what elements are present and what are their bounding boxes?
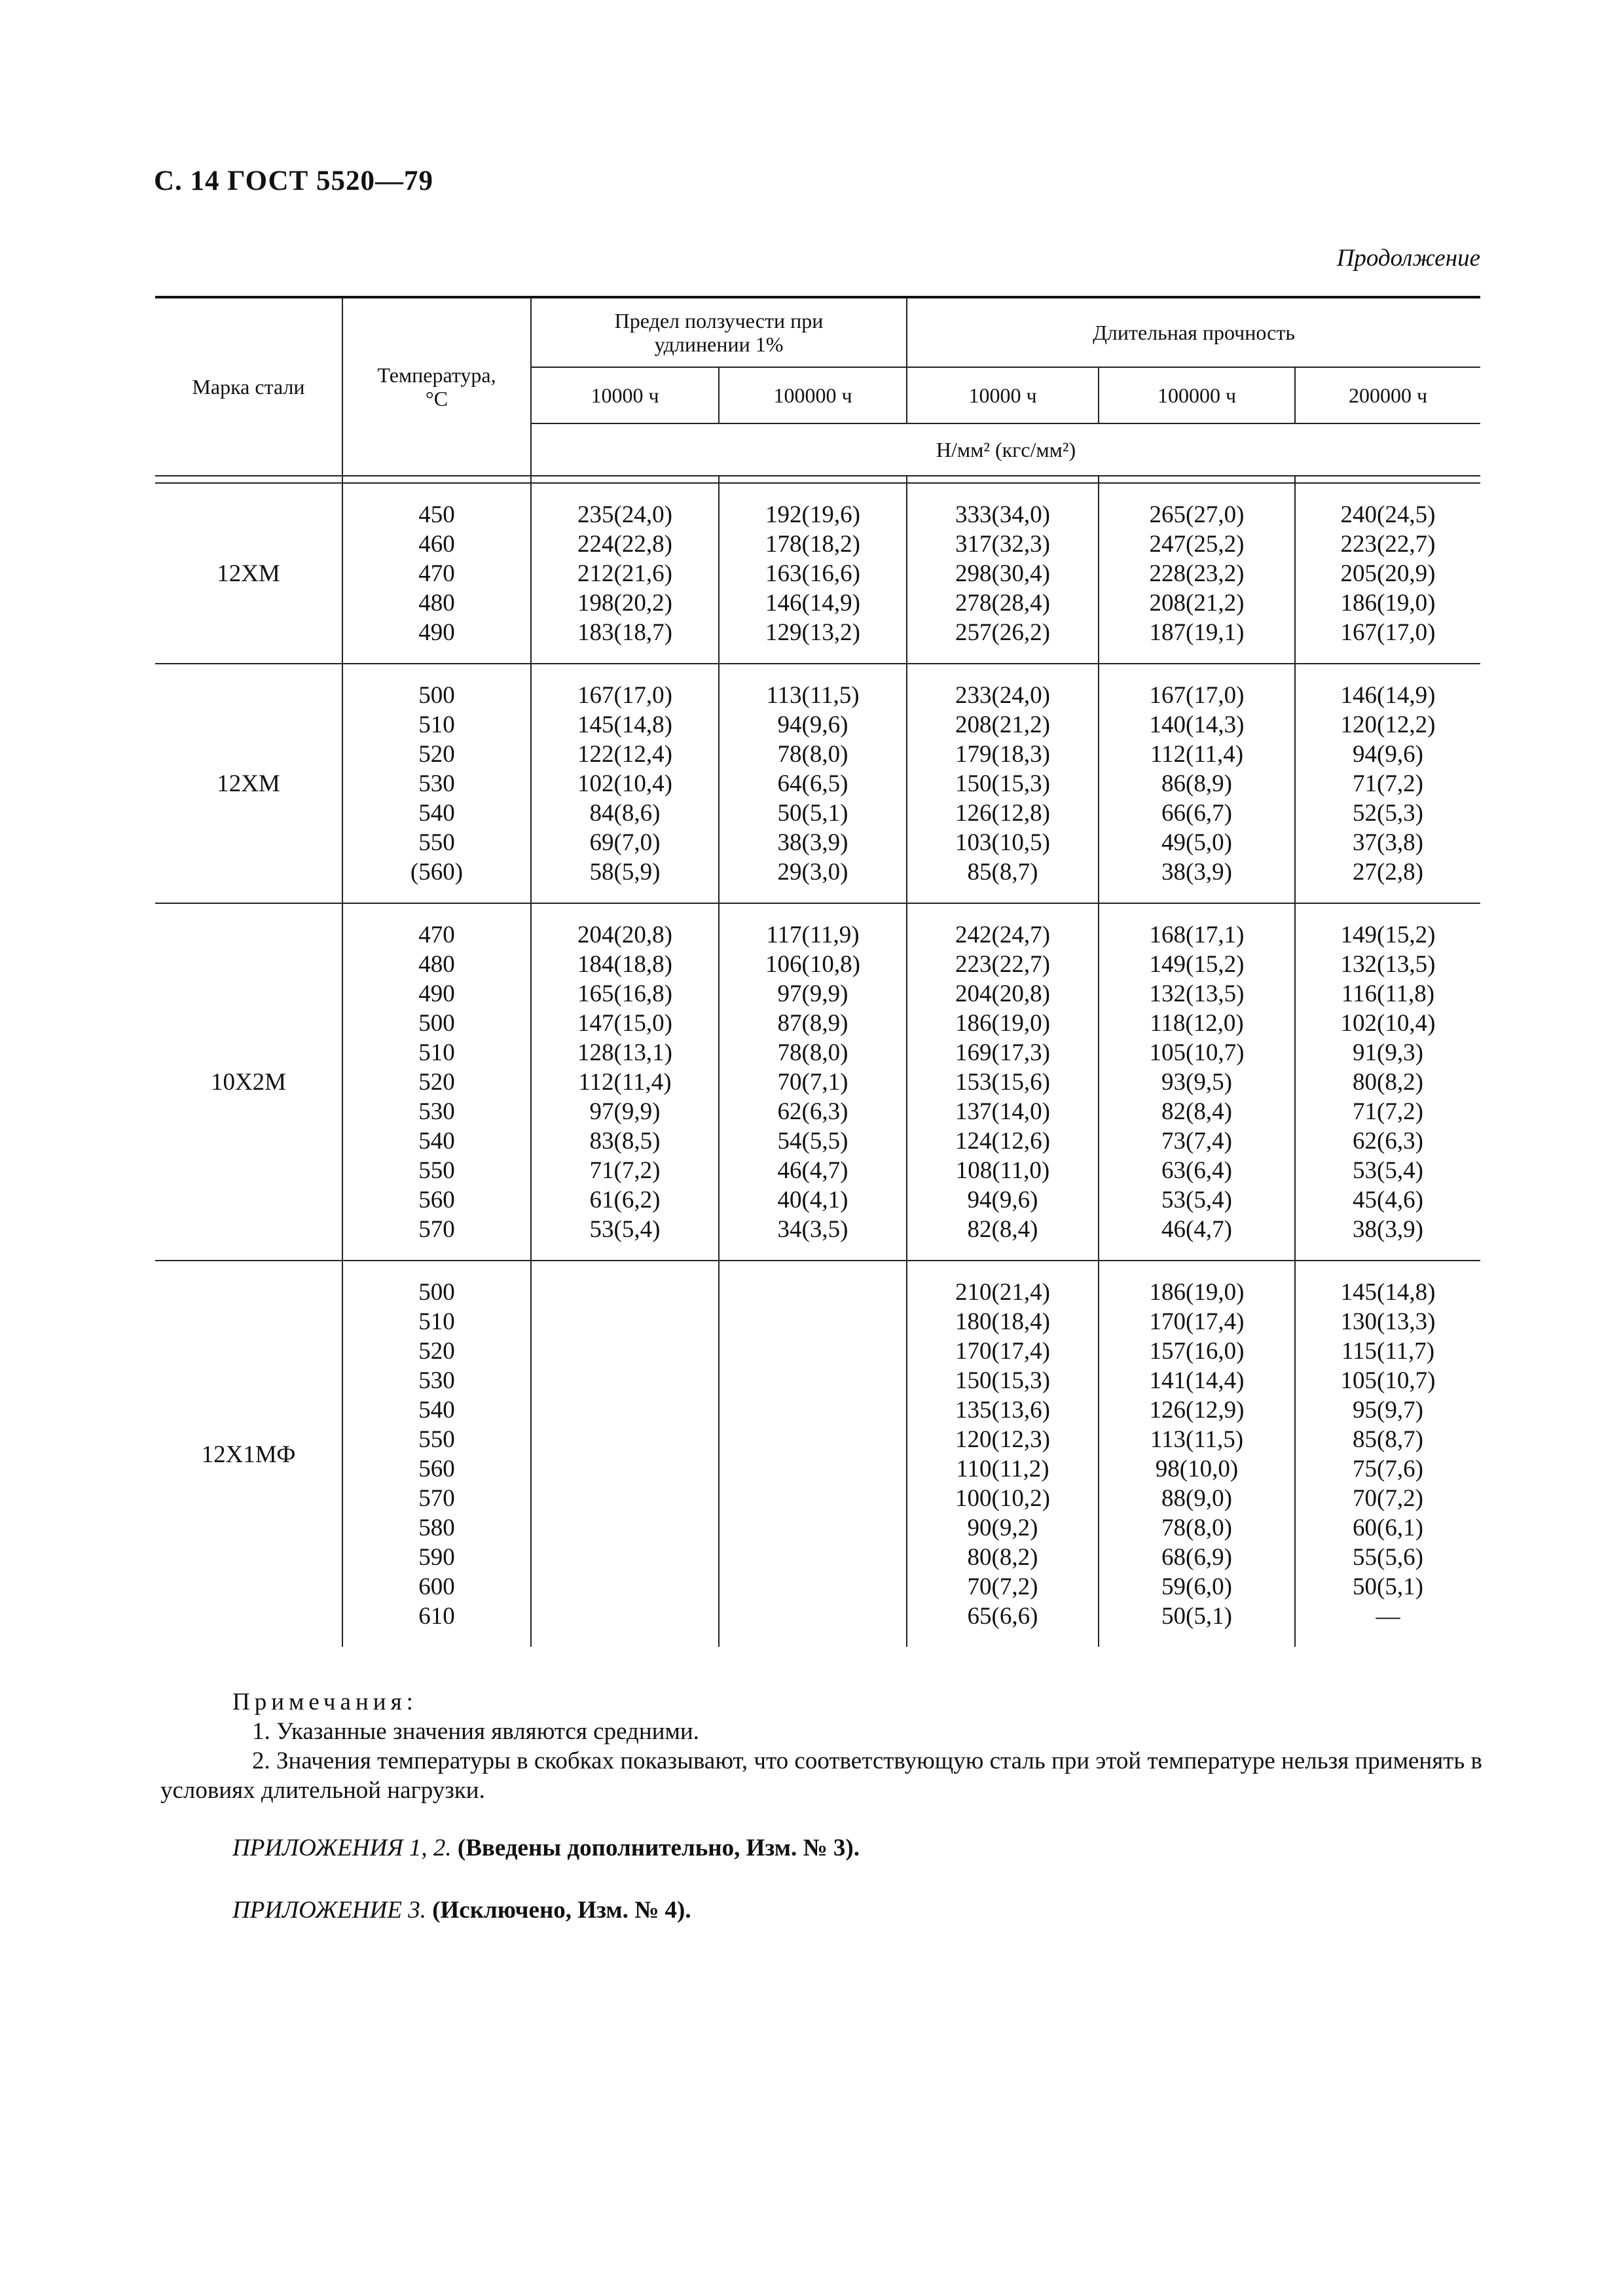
- cell-value: 265(27,0): [1149, 501, 1245, 528]
- cell-value: 169(17,3): [955, 1039, 1050, 1066]
- cell-value: 70(7,2): [967, 1573, 1038, 1600]
- cell-value: 105(10,7): [1340, 1367, 1436, 1394]
- cell-value: 85(8,7): [1353, 1426, 1423, 1453]
- table-row: [155, 1261, 1480, 1647]
- grade-cell: 12ХМ: [155, 483, 342, 664]
- cell-value: 333(34,0): [955, 501, 1050, 528]
- cell-value: 550: [418, 1426, 455, 1453]
- cell-value: 146(14,9): [1340, 682, 1436, 709]
- cell-value: 64(6,5): [777, 770, 848, 797]
- cell-value: 94(9,6): [967, 1187, 1038, 1213]
- cell-value: 97(9,9): [777, 980, 848, 1007]
- cell-value: 460: [418, 531, 455, 558]
- table-group-4: [155, 1261, 1480, 1647]
- cell-value: 62(6,3): [1353, 1128, 1423, 1155]
- cell-value: 59(6,0): [1161, 1573, 1232, 1600]
- creep-100000-cell: [719, 1261, 907, 1647]
- cell-value: 205(20,9): [1340, 560, 1436, 587]
- cell-value: 180(18,4): [955, 1308, 1050, 1335]
- creep-100000-cell: [719, 903, 907, 1261]
- cell-value: 66(6,7): [1161, 800, 1232, 827]
- cell-value: 27(2,8): [1353, 859, 1423, 886]
- cell-value: 204(20,8): [577, 922, 672, 948]
- cell-value: 132(13,5): [1340, 951, 1436, 978]
- cell-value: 53(5,4): [589, 1216, 661, 1243]
- cell-value: 124(12,6): [955, 1128, 1050, 1155]
- cell-value: 157(16,0): [1149, 1338, 1245, 1365]
- cell-value: 94(9,6): [1353, 741, 1423, 768]
- cell-value: 82(8,4): [1161, 1098, 1232, 1125]
- cell-value: 590: [418, 1544, 455, 1571]
- header-sub-3: 10000 ч: [907, 367, 1099, 423]
- cell-value: 510: [418, 711, 455, 738]
- cell-value: 480: [418, 590, 455, 617]
- grade-cell: 10Х2М: [155, 903, 342, 1261]
- cell-value: 490: [418, 619, 455, 646]
- appendix-1-status: (Введены дополнительно, Изм. № 3).: [457, 1835, 860, 1861]
- cell-value: 610: [418, 1603, 455, 1630]
- cell-value: 147(15,0): [577, 1010, 672, 1037]
- appendix-2-title: ПРИЛОЖЕНИЕ 3.: [232, 1897, 426, 1924]
- cell-value: 186(19,0): [1149, 1279, 1245, 1306]
- cell-value: 90(9,2): [967, 1515, 1038, 1541]
- cell-value: 78(8,0): [777, 741, 848, 768]
- cell-value: 102(10,4): [1340, 1010, 1436, 1037]
- cell-value: 146(14,9): [765, 590, 860, 617]
- cell-value: 167(17,0): [577, 682, 672, 709]
- cell-value: 224(22,8): [577, 531, 672, 558]
- cell-value: 38(3,9): [1353, 1216, 1423, 1243]
- appendix-1-title: ПРИЛОЖЕНИЯ 1, 2.: [232, 1835, 452, 1861]
- cell-value: 570: [418, 1216, 455, 1243]
- header-sub-2: 100000 ч: [719, 367, 907, 423]
- cell-value: 128(13,1): [577, 1039, 672, 1066]
- cell-value: 298(30,4): [955, 560, 1050, 587]
- strength-200000-cell: [1295, 483, 1480, 664]
- cell-value: 117(11,9): [766, 922, 860, 948]
- header-temperature: [342, 297, 531, 476]
- cell-value: 78(8,0): [777, 1039, 848, 1066]
- table-group-2: [155, 664, 1480, 903]
- cell-value: 61(6,2): [589, 1187, 661, 1213]
- cell-value: 83(8,5): [589, 1128, 661, 1155]
- notes-title: Примечания:: [232, 1689, 418, 1715]
- cell-value: 130(13,3): [1340, 1308, 1436, 1335]
- cell-value: 500: [418, 1279, 455, 1306]
- cell-value: 580: [418, 1515, 455, 1541]
- cell-value: 490: [418, 980, 455, 1007]
- cell-value: 257(26,2): [955, 619, 1050, 646]
- cell-value: 103(10,5): [955, 829, 1050, 856]
- cell-value: 71(7,2): [1353, 1098, 1423, 1125]
- page-header: С. 14 ГОСТ 5520—79: [154, 166, 434, 196]
- cell-value: 500: [418, 1010, 455, 1037]
- cell-value: 126(12,8): [955, 800, 1050, 827]
- cell-value: 71(7,2): [1353, 770, 1423, 797]
- cell-value: 50(5,1): [1161, 1603, 1232, 1630]
- cell-value: 93(9,5): [1161, 1069, 1232, 1096]
- cell-value: 223(22,7): [955, 951, 1050, 978]
- cell-value: 70(7,2): [1353, 1485, 1423, 1512]
- cell-value: 240(24,5): [1340, 501, 1436, 528]
- cell-value: 540: [418, 1397, 455, 1424]
- cell-value: 149(15,2): [1149, 951, 1245, 978]
- header-sub-1: 10000 ч: [531, 367, 719, 423]
- notes-block: [160, 1687, 1483, 1805]
- header-creep-limit: [531, 297, 907, 367]
- cell-value: 150(15,3): [955, 770, 1050, 797]
- temperature-cell: [342, 1261, 531, 1647]
- cell-value: 112(11,4): [1150, 741, 1244, 768]
- cell-value: 91(9,3): [1353, 1039, 1423, 1066]
- strength-100000-cell: [1099, 1261, 1295, 1647]
- cell-value: 150(15,3): [955, 1367, 1050, 1394]
- cell-value: 186(19,0): [1340, 590, 1436, 617]
- cell-value: 80(8,2): [967, 1544, 1038, 1571]
- cell-value: 137(14,0): [955, 1098, 1050, 1125]
- strength-200000-cell: [1295, 903, 1480, 1261]
- cell-value: 600: [418, 1573, 455, 1600]
- temperature-cell: [342, 903, 531, 1261]
- cell-value: 540: [418, 1128, 455, 1155]
- cell-value: 60(6,1): [1353, 1515, 1423, 1541]
- cell-value: 40(4,1): [777, 1187, 848, 1213]
- strength-10000-cell: [907, 664, 1099, 903]
- cell-value: 184(18,8): [577, 951, 672, 978]
- note-item-1: 1. Указанные значения являются средними.: [252, 1718, 699, 1745]
- cell-value: 102(10,4): [577, 770, 672, 797]
- cell-value: 550: [418, 829, 455, 856]
- creep-10000-cell: [531, 1261, 719, 1647]
- cell-value: 55(5,6): [1353, 1544, 1423, 1571]
- cell-value: 145(14,8): [1340, 1279, 1436, 1306]
- strength-200000-cell: [1295, 664, 1480, 903]
- strength-100000-cell: [1099, 483, 1295, 664]
- cell-value: 530: [418, 770, 455, 797]
- creep-10000-cell: [531, 903, 719, 1261]
- cell-value: 49(5,0): [1161, 829, 1232, 856]
- cell-value: 95(9,7): [1353, 1397, 1423, 1424]
- grade-cell: 12ХМ: [155, 664, 342, 903]
- cell-value: 560: [418, 1187, 455, 1213]
- cell-value: 54(5,5): [777, 1128, 848, 1155]
- cell-value: 540: [418, 800, 455, 827]
- grade-cell: 12Х1МФ: [155, 1261, 342, 1647]
- cell-value: 46(4,7): [1161, 1216, 1232, 1243]
- continuation-label: Продолжение: [1336, 245, 1480, 272]
- cell-value: 168(17,1): [1149, 922, 1245, 948]
- cell-value: 85(8,7): [967, 859, 1038, 886]
- cell-value: 45(4,6): [1353, 1187, 1423, 1213]
- cell-value: 167(17,0): [1340, 619, 1436, 646]
- cell-value: 208(21,2): [1149, 590, 1245, 617]
- cell-value: 58(5,9): [589, 859, 661, 886]
- cell-value: 149(15,2): [1340, 922, 1436, 948]
- header-grade: Марка стали: [155, 297, 342, 476]
- cell-value: 317(32,3): [955, 531, 1050, 558]
- cell-value: 88(9,0): [1161, 1485, 1232, 1512]
- cell-value: 112(11,4): [578, 1069, 672, 1096]
- cell-value: 62(6,3): [777, 1098, 848, 1125]
- cell-value: 470: [418, 922, 455, 948]
- table-row: [155, 903, 1480, 1261]
- cell-value: 65(6,6): [967, 1603, 1038, 1630]
- cell-value: 105(10,7): [1149, 1039, 1245, 1066]
- strength-10000-cell: [907, 483, 1099, 664]
- cell-value: 87(8,9): [777, 1010, 848, 1037]
- cell-value: 113(11,5): [1150, 1426, 1244, 1453]
- cell-value: 233(24,0): [955, 682, 1050, 709]
- cell-value: 73(7,4): [1161, 1128, 1232, 1155]
- cell-value: 38(3,9): [1161, 859, 1232, 886]
- cell-value: (560): [410, 859, 464, 886]
- cell-value: 520: [418, 1338, 455, 1365]
- cell-value: 167(17,0): [1149, 682, 1245, 709]
- appendix-line-2: [232, 1896, 691, 1924]
- cell-value: 145(14,8): [577, 711, 672, 738]
- cell-value: 29(3,0): [777, 859, 848, 886]
- cell-value: 108(11,0): [955, 1157, 1050, 1184]
- cell-value: 208(21,2): [955, 711, 1050, 738]
- cell-value: 204(20,8): [955, 980, 1050, 1007]
- note-item-2: 2. Значения температуры в скобках показывают, что соответствующую сталь при этой температуре нельзя применять в условиях длительной нагрузки.: [160, 1748, 1482, 1804]
- cell-value: 113(11,5): [766, 682, 860, 709]
- cell-value: 550: [418, 1157, 455, 1184]
- cell-value: 210(21,4): [955, 1279, 1050, 1306]
- header-creep-limit-text: Предел ползучести при удлинении 1%: [614, 309, 824, 356]
- cell-value: 510: [418, 1308, 455, 1335]
- cell-value: 570: [418, 1485, 455, 1512]
- cell-value: 84(8,6): [589, 800, 661, 827]
- cell-value: —: [1376, 1603, 1400, 1630]
- creep-100000-cell: [719, 483, 907, 664]
- temperature-cell: [342, 483, 531, 664]
- cell-value: 450: [418, 501, 455, 528]
- cell-value: 520: [418, 741, 455, 768]
- cell-value: 70(7,1): [777, 1069, 848, 1096]
- header-unit: Н/мм² (кгс/мм²): [936, 438, 1076, 461]
- cell-value: 153(15,6): [955, 1069, 1050, 1096]
- cell-value: 235(24,0): [577, 501, 672, 528]
- cell-value: 38(3,9): [777, 829, 848, 856]
- cell-value: 228(23,2): [1149, 560, 1245, 587]
- cell-value: 46(4,7): [777, 1157, 848, 1184]
- cell-value: 520: [418, 1069, 455, 1096]
- cell-value: 132(13,5): [1149, 980, 1245, 1007]
- cell-value: 186(19,0): [955, 1010, 1050, 1037]
- cell-value: 68(6,9): [1161, 1544, 1232, 1571]
- cell-value: 140(14,3): [1149, 711, 1245, 738]
- cell-value: 78(8,0): [1161, 1515, 1232, 1541]
- cell-value: 100(10,2): [955, 1485, 1050, 1512]
- cell-value: 560: [418, 1456, 455, 1482]
- cell-value: 500: [418, 682, 455, 709]
- cell-value: 52(5,3): [1353, 800, 1423, 827]
- cell-value: 163(16,6): [765, 560, 860, 587]
- header-sub-5: 200000 ч: [1295, 367, 1480, 423]
- cell-value: 530: [418, 1098, 455, 1125]
- cell-value: 71(7,2): [589, 1157, 661, 1184]
- cell-value: 135(13,6): [955, 1397, 1050, 1424]
- cell-value: 120(12,3): [955, 1426, 1050, 1453]
- strength-10000-cell: [907, 903, 1099, 1261]
- temperature-cell: [342, 664, 531, 903]
- cell-value: 98(10,0): [1155, 1456, 1239, 1482]
- cell-value: 94(9,6): [777, 711, 848, 738]
- strength-10000-cell: [907, 1261, 1099, 1647]
- cell-value: 530: [418, 1367, 455, 1394]
- cell-value: 129(13,2): [765, 619, 860, 646]
- strength-100000-cell: [1099, 903, 1295, 1261]
- table-row: [155, 483, 1480, 664]
- table-group-3: [155, 903, 1480, 1261]
- creep-100000-cell: [719, 664, 907, 903]
- cell-value: 80(8,2): [1353, 1069, 1423, 1096]
- cell-value: 97(9,9): [589, 1098, 661, 1125]
- cell-value: 37(3,8): [1353, 829, 1423, 856]
- cell-value: 192(19,6): [765, 501, 860, 528]
- cell-value: 75(7,6): [1353, 1456, 1423, 1482]
- header-long-term-strength: Длительная прочность: [907, 297, 1480, 367]
- cell-value: 179(18,3): [955, 741, 1050, 768]
- cell-value: 198(20,2): [577, 590, 672, 617]
- appendix-2-status: (Исключено, Изм. № 4).: [432, 1897, 691, 1924]
- cell-value: 86(8,9): [1161, 770, 1232, 797]
- cell-value: 82(8,4): [967, 1216, 1038, 1243]
- creep-10000-cell: [531, 483, 719, 664]
- cell-value: 141(14,4): [1149, 1367, 1245, 1394]
- cell-value: 510: [418, 1039, 455, 1066]
- cell-value: 53(5,4): [1161, 1187, 1232, 1213]
- cell-value: 106(10,8): [765, 951, 860, 978]
- cell-value: 470: [418, 560, 455, 587]
- cell-value: 170(17,4): [1149, 1308, 1245, 1335]
- cell-value: 120(12,2): [1340, 711, 1436, 738]
- cell-value: 242(24,7): [955, 922, 1050, 948]
- cell-value: 480: [418, 951, 455, 978]
- cell-value: 223(22,7): [1340, 531, 1436, 558]
- strength-200000-cell: [1295, 1261, 1480, 1647]
- cell-value: 118(12,0): [1150, 1010, 1244, 1037]
- cell-value: 116(11,8): [1341, 980, 1435, 1007]
- cell-value: 247(25,2): [1149, 531, 1245, 558]
- cell-value: 187(19,1): [1149, 619, 1245, 646]
- cell-value: 126(12,9): [1149, 1397, 1245, 1424]
- cell-value: 34(3,5): [777, 1216, 848, 1243]
- cell-value: 212(21,6): [577, 560, 672, 587]
- cell-value: 110(11,2): [956, 1456, 1049, 1482]
- creep-strength-table: [155, 296, 1480, 1647]
- cell-value: 63(6,4): [1161, 1157, 1232, 1184]
- cell-value: 122(12,4): [577, 741, 672, 768]
- header-temperature-text: Температура, °С: [377, 363, 496, 410]
- cell-value: 183(18,7): [577, 619, 672, 646]
- cell-value: 50(5,1): [777, 800, 848, 827]
- cell-value: 50(5,1): [1353, 1573, 1423, 1600]
- header-sub-4: 100000 ч: [1099, 367, 1295, 423]
- cell-value: 53(5,4): [1353, 1157, 1423, 1184]
- table-row: [155, 664, 1480, 903]
- cell-value: 170(17,4): [955, 1338, 1050, 1365]
- strength-100000-cell: [1099, 664, 1295, 903]
- cell-value: 278(28,4): [955, 590, 1050, 617]
- creep-10000-cell: [531, 664, 719, 903]
- cell-value: 165(16,8): [577, 980, 672, 1007]
- cell-value: 69(7,0): [589, 829, 661, 856]
- cell-value: 115(11,7): [1341, 1338, 1435, 1365]
- cell-value: 178(18,2): [765, 531, 860, 558]
- table-group-1: [155, 483, 1480, 664]
- appendix-line-1: [232, 1834, 860, 1862]
